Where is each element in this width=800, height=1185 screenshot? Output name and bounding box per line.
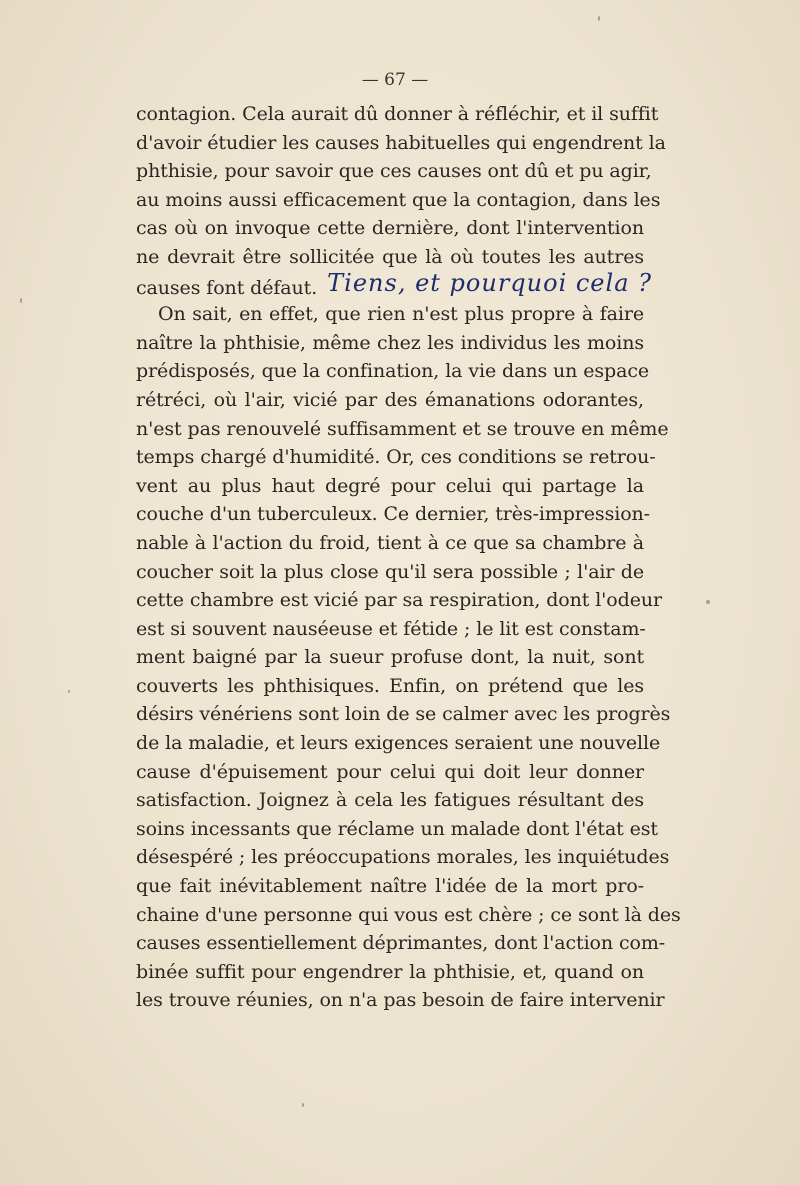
text-line: est si souvent nauséeuse et fétide ; le lit est constam- bbox=[136, 617, 646, 640]
paper-speck bbox=[68, 690, 70, 693]
text-line: d'avoir étudier les causes habituelles qui engendrent la bbox=[136, 131, 666, 154]
text-line: cas où on invoque cette dernière, dont l'intervention bbox=[136, 217, 644, 240]
text-line: binée suffit pour engendrer la phthisie, et, quand on bbox=[136, 960, 644, 983]
text-line: cause d'épuisement pour celui qui doit leur donner bbox=[136, 760, 644, 783]
paper-speck bbox=[20, 298, 22, 303]
text-line: contagion. Cela aurait dû donner à réfléchir, et il suffit bbox=[136, 103, 659, 125]
text-line: que fait inévitablement naître l'idée de la mort pro- bbox=[136, 875, 644, 898]
text-line: prédisposés, que la confination, la vie dans un espace bbox=[136, 360, 650, 383]
text-line: soins incessants que réclame un malade dont l'état est bbox=[136, 817, 658, 840]
handwritten-annotation: Tiens, et pourquoi cela ? bbox=[327, 268, 652, 297]
text-segment: causes font défaut. bbox=[136, 276, 318, 299]
text-line: coucher soit la plus close qu'il sera possible ; l'air de bbox=[136, 560, 644, 583]
paragraph-start-line: On sait, en effet, que rien n'est plus propre à faire bbox=[158, 303, 644, 326]
text-line: n'est pas renouvelé suffisamment et se trouve en même bbox=[136, 417, 669, 440]
text-line: désirs vénériens sont loin de se calmer avec les progrès bbox=[136, 703, 671, 726]
paper-speck bbox=[598, 16, 600, 21]
text-line: phthisie, pour savoir que ces causes ont dû et pu agir, bbox=[136, 160, 652, 183]
text-line: satisfaction. Joignez à cela les fatigues résultant des bbox=[136, 789, 644, 812]
text-line: les trouve réunies, on n'a pas besoin de faire intervenir bbox=[136, 989, 665, 1012]
paper-speck bbox=[302, 1103, 304, 1107]
text-line: vent au plus haut degré pour celui qui partage la bbox=[136, 474, 644, 497]
text-line-with-annotation bbox=[136, 268, 652, 301]
page-number: — 67 — bbox=[361, 70, 429, 90]
text-line: temps chargé d'humidité. Or, ces conditions se retrou- bbox=[136, 446, 656, 469]
text-line: désespéré ; les préoccupations morales, les inquiétudes bbox=[136, 846, 670, 869]
text-line: chaine d'une personne qui vous est chère ; ce sont là des bbox=[136, 903, 681, 926]
text-line: couche d'un tuberculeux. Ce dernier, très-impression- bbox=[136, 503, 650, 526]
text-line: ment baigné par la sueur profuse dont, la nuit, sont bbox=[136, 646, 644, 669]
text-line: cette chambre est vicié par sa respiration, dont l'odeur bbox=[136, 589, 662, 612]
text-line: naître la phthisie, même chez les individus les moins bbox=[136, 331, 644, 354]
text-line: rétréci, où l'air, vicié par des émanations odorantes, bbox=[136, 388, 644, 411]
paper-speck bbox=[706, 600, 710, 604]
body-text bbox=[136, 100, 681, 1015]
text-line: au moins aussi efficacement que la contagion, dans les bbox=[136, 188, 661, 211]
text-line: causes essentiellement déprimantes, dont l'action com- bbox=[136, 932, 666, 955]
text-line: ne devrait être sollicitée que là où toutes les autres bbox=[136, 245, 644, 268]
text-line: nable à l'action du froid, tient à ce que sa chambre à bbox=[136, 531, 644, 554]
text-line: de la maladie, et leurs exigences seraient une nouvelle bbox=[136, 732, 661, 755]
text-line: couverts les phthisiques. Enfin, on prétend que les bbox=[136, 674, 644, 697]
